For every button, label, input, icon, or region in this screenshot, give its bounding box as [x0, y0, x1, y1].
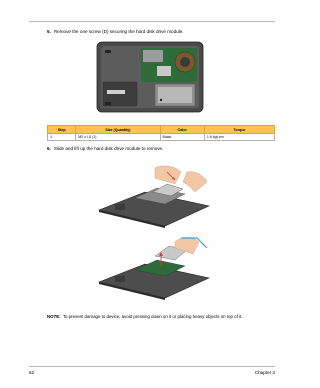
top-rule: [29, 21, 275, 22]
step-5-text: Remove the one screw (D) securing the hard disk drive module.: [53, 29, 184, 34]
step-6-number: 6.: [47, 146, 51, 151]
table-cell-color: Black: [160, 134, 204, 141]
step-6-text: Slide and lift up the hard disk drive module to remove.: [53, 146, 164, 151]
page-number: 62: [29, 370, 35, 375]
table-header-row: [48, 126, 275, 134]
lift-hdd-figure: [95, 236, 213, 300]
laptop-bottom-figure: [95, 40, 205, 114]
table-cell-torque: 1.6 kgf-cm: [204, 134, 274, 141]
slide-hdd-figure: [95, 162, 213, 228]
bottom-rule: [29, 366, 275, 367]
screw-spec-table: [47, 125, 275, 141]
note: [47, 314, 242, 319]
note-label: NOTE:: [47, 314, 61, 319]
table-cell-step: 1: [48, 134, 76, 141]
step-5-number: 5.: [47, 29, 51, 34]
table-header-step: Step: [48, 126, 76, 134]
table-header-torque: Torque: [204, 126, 274, 134]
table-cell-size: M2 x L5 (1): [76, 134, 160, 141]
screw-d-marker: [160, 99, 162, 101]
table-header-color: Color: [160, 126, 204, 134]
table-row: [48, 134, 275, 141]
chapter-label: Chapter 3: [254, 370, 275, 375]
table-header-size: Size (Quantity): [76, 126, 160, 134]
step-5: [47, 29, 184, 35]
note-text: To prevent damage to device, avoid pressing down on it or placing heavy objects on top of it.: [62, 314, 243, 319]
step-6: [47, 146, 163, 152]
